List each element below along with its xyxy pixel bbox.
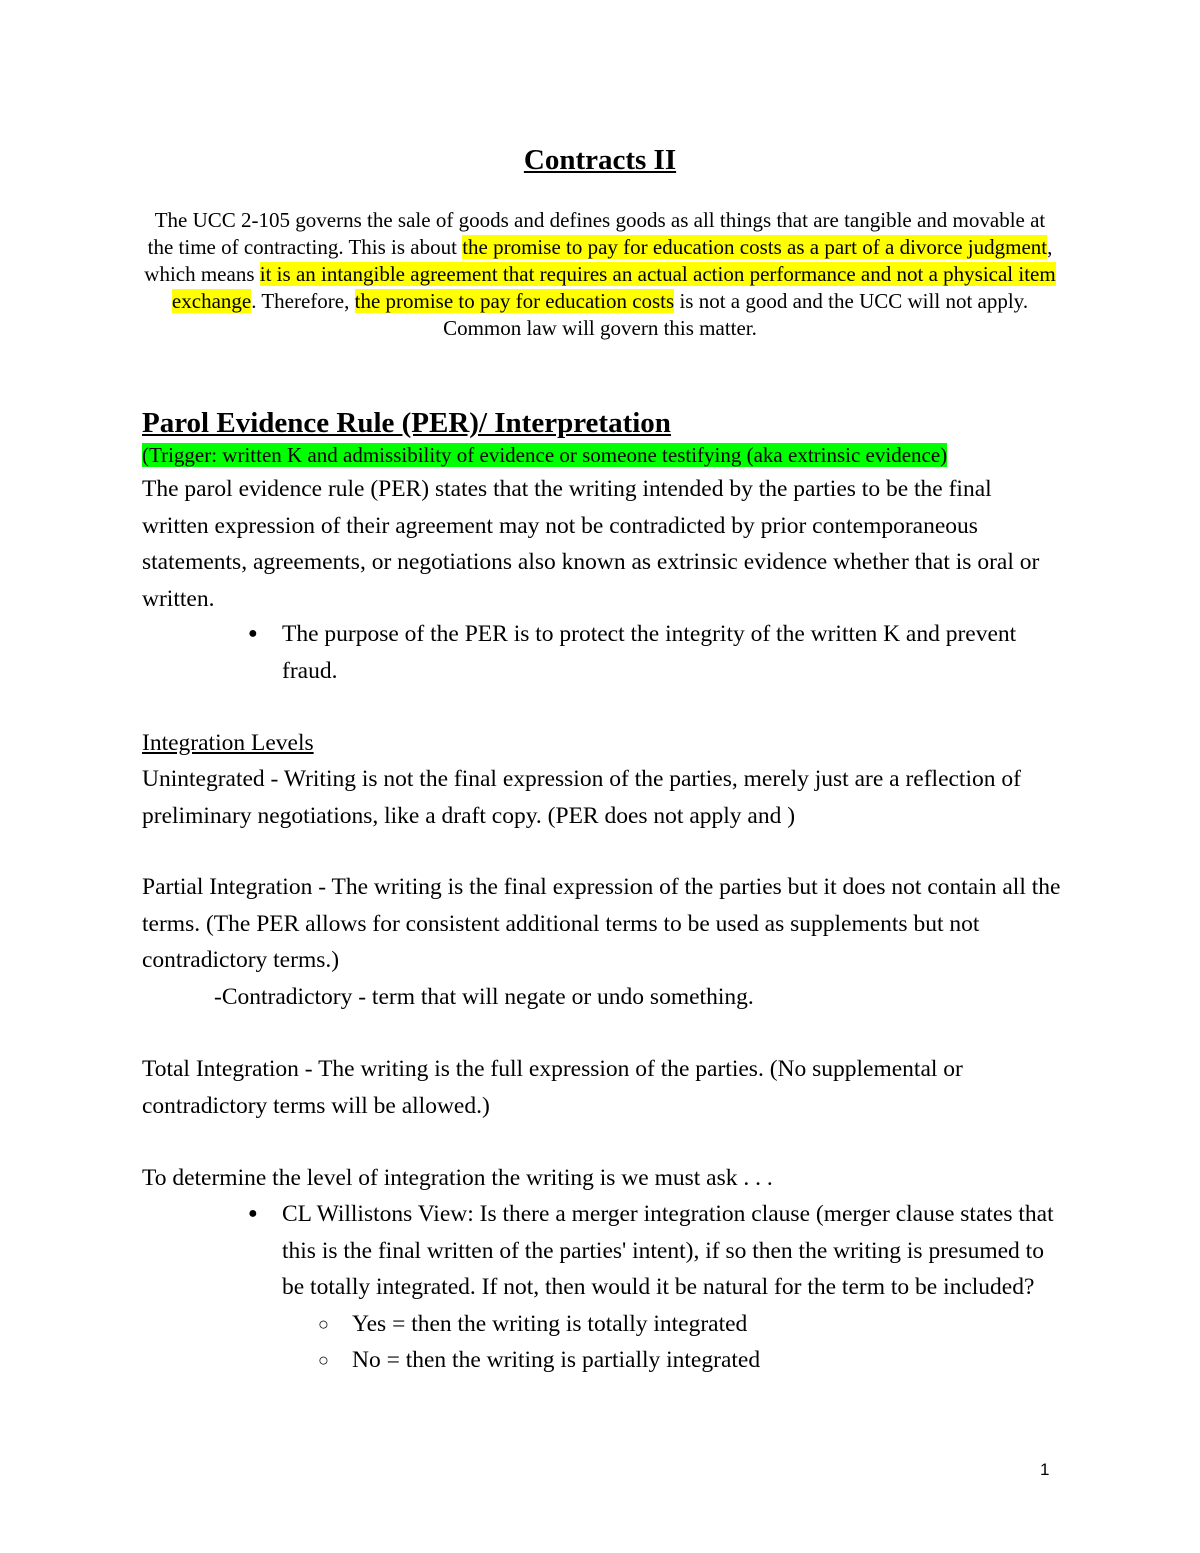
per-purpose-bullet (248, 616, 1068, 689)
total-integration-paragraph: Total Integration - The writing is the full expression of the parties. (No supplemental or contradictory terms will be allowed.) (142, 1056, 963, 1119)
list-item (248, 1196, 1068, 1306)
determine-question: To determine the level of integration the writing is we must ask . . . (142, 1165, 773, 1191)
intro-highlight-2: it is an intangible agreement that requires an actual action performance and not a physical item exchange (171, 262, 1056, 313)
trigger-highlight: (Trigger: written K and admissibility of evidence or someone testifying (aka extrinsic evidence) (142, 443, 948, 467)
bullet-icon: ● (248, 1205, 258, 1222)
ucc-intro-paragraph (140, 207, 1060, 342)
unintegrated-paragraph: Unintegrated - Writing is not the final expression of the parties, merely just are a reflection of preliminary negotiations, like a draft copy. (PER does not apply and ) (142, 766, 1021, 829)
intro-text-2: , which means (144, 235, 1053, 286)
bullet-text: The purpose of the PER is to protect the integrity of the written K and prevent fraud. (282, 621, 1017, 684)
bullet-icon: ● (248, 625, 258, 642)
intro-text-1: The UCC 2-105 governs the sale of goods and defines goods as all things that are tangible and movable at the time of contracting. This is about (147, 208, 1046, 259)
integration-levels-heading: Integration Levels (142, 730, 314, 756)
list-item (248, 616, 1068, 689)
intro-text-3: . Therefore, (251, 289, 355, 313)
per-trigger-note (142, 443, 947, 467)
intro-text-4: is not a good and the UCC will not apply. Common law will govern this matter. (443, 289, 1029, 340)
intro-highlight-1: the promise to pay for education costs as a part of a divorce judgment (462, 235, 1048, 259)
intro-highlight-3: the promise to pay for education costs (354, 289, 675, 313)
circle-bullet-icon: ○ (318, 1350, 329, 1370)
sub-bullet-text: No = then the writing is partially integrated (352, 1347, 761, 1373)
contradictory-definition: -Contradictory - term that will negate or undo something. (214, 984, 754, 1010)
list-item (318, 1342, 1068, 1379)
circle-bullet-icon: ○ (318, 1313, 329, 1334)
page-number: 1 (1040, 1460, 1050, 1479)
per-definition-paragraph: The parol evidence rule (PER) states that the writing intended by the parties to be the final written expression of their agreement may not be contradicted by prior contemporaneous statements, agreements, or negotiations also known as extrinsic evidence whether that is oral or written. (142, 476, 1040, 612)
williston-bullet-list (248, 1196, 1068, 1379)
partial-integration-paragraph: Partial Integration - The writing is the final expression of the parties but it does not contain all the terms. (The PER allows for consistent additional terms to be used as supplements but not contradictory terms.) (142, 874, 1061, 973)
per-section-heading: Parol Evidence Rule (PER)/ Interpretation (142, 407, 671, 439)
bullet-text: CL Willistons View: Is there a merger integration clause (merger clause states that this is the final written of the parties' intent), if so then the writing is presumed to be totally integrated. If not, then would it be natural for the term to be included? (282, 1201, 1054, 1300)
sub-bullet-text: Yes = then the writing is totally integrated (352, 1310, 748, 1337)
list-item (318, 1306, 1068, 1343)
document-title: Contracts II (523, 144, 677, 176)
